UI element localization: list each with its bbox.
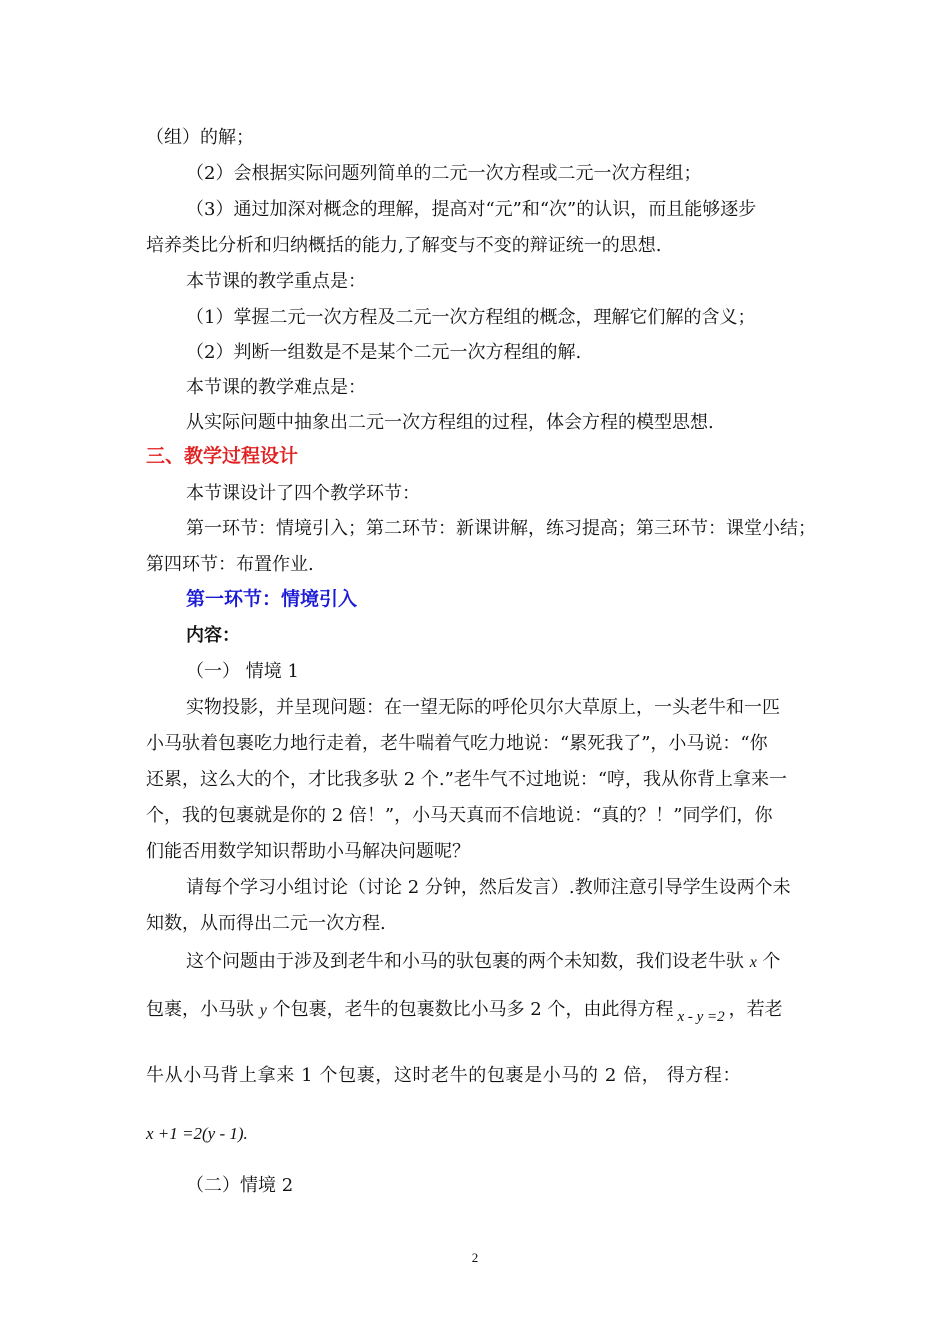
story-line: 小马驮着包裹吃力地行走着，老牛喘着气吃力地说：“累死我了”，小马说：“你 (146, 733, 768, 754)
story-line: 实物投影，并呈现问题：在一望无际的呼伦贝尔大草原上，一头老牛和一匹 (186, 697, 780, 718)
situation-1-label: （一） 情境 1 (186, 661, 299, 682)
page-number: 2 (471, 1250, 479, 1265)
math-variable: y (259, 1002, 267, 1019)
math-variable: x (749, 954, 757, 971)
text-line: 第四环节：布置作业. (146, 554, 314, 575)
story-line: 还累，这么大的个，才比我多驮 2 个.”老牛气不过地说：“哼，我从你背上拿来一 (146, 769, 788, 790)
subsection-heading: 第一环节：情境引入 (186, 588, 358, 610)
objective-2: （2）会根据实际问题列简单的二元一次方程或二元一次方程组； (186, 163, 702, 184)
text-line: 牛从小马背上拿来 1 个包裹，这时老牛的包裹是小马的 2 倍， 得方程： (146, 1065, 742, 1086)
objective-3: （3）通过加深对概念的理解，提高对“元”和“次”的认识，而且能够逐步 (186, 199, 757, 220)
text-fragment: 个包裹，老牛的包裹数比小马多 2 个，由此得方程 (266, 999, 674, 1020)
text-line: 培养类比分析和归纳概括的能力,了解变与不变的辩证统一的思想. (146, 235, 662, 256)
text-line: 第一环节：情境引入；第二环节：新课讲解，练习提高；第三环节：课堂小结； (186, 518, 816, 539)
key-point-2: （2）判断一组数是不是某个二元一次方程组的解. (186, 342, 582, 363)
text-line: 请每个学习小组讨论（讨论 2 分钟，然后发言）.教师注意引导学生设两个未 (186, 877, 791, 898)
text-line: （组）的解； (146, 127, 254, 148)
text-fragment: 包裹，小马驮 (146, 999, 260, 1020)
key-point-1: （1）掌握二元一次方程及二元一次方程组的概念，理解它们解的含义； (186, 307, 756, 328)
section-heading: 三、教学过程设计 (146, 445, 299, 467)
equation-inline: x - y =2 (677, 1009, 725, 1025)
text-fragment: 个 (756, 951, 781, 972)
text-fragment: ，若老 (728, 999, 783, 1020)
difficulty-text: 从实际问题中抽象出二元一次方程组的过程，体会方程的模型思想. (186, 412, 714, 433)
key-points-intro: 本节课的教学重点是： (186, 271, 366, 292)
text-fragment: 这个问题由于涉及到老牛和小马的驮包裹的两个未知数，我们设老牛驮 (186, 951, 750, 972)
text-line: 知数，从而得出二元一次方程. (146, 913, 386, 934)
story-line: 们能否用数学知识帮助小马解决问题呢？ (146, 841, 470, 862)
content-label: 内容： (186, 625, 240, 646)
situation-2-label: （二）情境 2 (186, 1175, 294, 1196)
text-line: 本节课设计了四个教学环节： (186, 483, 420, 504)
difficulty-intro: 本节课的教学难点是： (186, 377, 366, 398)
text-line (146, 998, 783, 1023)
story-line: 个，我的包裹就是你的 2 倍！”，小马天真而不信地说：“真的？！”同学们，你 (146, 805, 773, 826)
equation-block: x +1 =2(y - 1). (146, 1124, 248, 1143)
text-line (186, 950, 781, 975)
